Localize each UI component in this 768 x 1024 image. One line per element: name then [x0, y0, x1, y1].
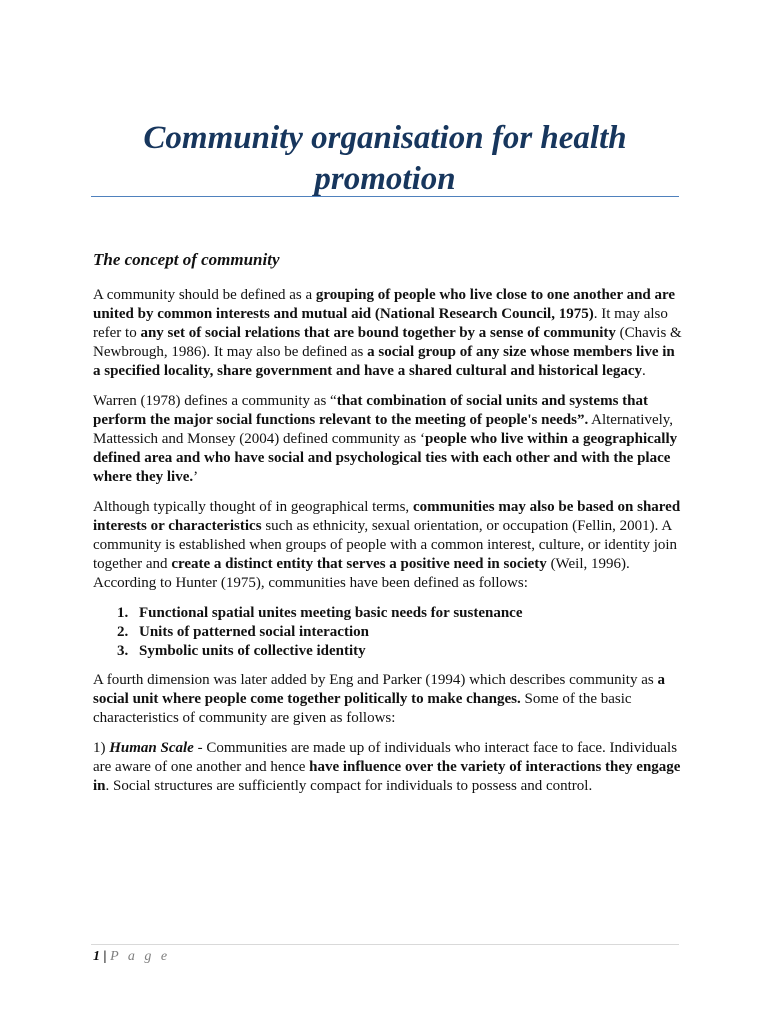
- footer-page-label: P a g e: [110, 949, 171, 964]
- document-body: [93, 249, 683, 807]
- emphasized-text: create a distinct entity that serves a positive need in society: [171, 556, 547, 572]
- paragraph-text: (Chavis & Newbrough, 1986). It may also be defined as: [93, 325, 682, 360]
- body-paragraph: [93, 392, 683, 487]
- paragraphs-before-list: [93, 286, 683, 593]
- paragraph-text: Warren (1978) defines a community as “: [93, 393, 337, 409]
- emphasized-text: grouping of people who live close to one another and are united by common interests and mutual aid (National Research Council, 1975): [93, 287, 676, 322]
- footer-separator: |: [100, 949, 111, 964]
- paragraph-text: such as ethnicity, sexual orientation, or occupation (Fellin, 2001). A community is established when groups of people with a common interest, culture, or identity join together and: [93, 518, 678, 572]
- paragraph-text: . Social structures are sufficiently compact for individuals to possess and control.: [105, 778, 593, 794]
- paragraph-text: Some of the basic characteristics of community are given as follows:: [93, 691, 632, 726]
- paragraph-text: .: [642, 363, 646, 379]
- paragraph-text: (Weil, 1996). According to Hunter (1975), communities have been defined as follows:: [93, 556, 630, 591]
- emphasized-text: that combination of social units and systems that perform the major social functions relevant to the meeting of people's needs”.: [93, 393, 648, 428]
- emphasized-text: Human Scale: [109, 740, 194, 756]
- paragraph-text: A fourth dimension was later added by Eng and Parker (1994) which describes community as: [93, 672, 658, 688]
- paragraph-text: . It may also refer to: [93, 306, 668, 341]
- paragraph-text: ’: [193, 469, 199, 485]
- paragraph-text: A community should be defined as a: [93, 287, 316, 303]
- body-paragraph: [93, 671, 683, 728]
- paragraphs-after-list: [93, 671, 683, 796]
- footer-page-number: 1: [93, 949, 100, 964]
- emphasized-text: communities may also be based on shared interests or characteristics: [93, 499, 681, 534]
- list-item-text: Units of patterned social interaction: [139, 624, 369, 640]
- body-paragraph: [93, 498, 683, 593]
- paragraph-text: 1): [93, 740, 110, 756]
- body-paragraph: [93, 739, 683, 796]
- emphasized-text: any set of social relations that are bound together by a sense of community: [140, 325, 616, 341]
- list-item-text: Functional spatial unites meeting basic needs for sustenance: [139, 605, 523, 621]
- list-item-number: 2.: [117, 624, 129, 640]
- body-paragraph: [93, 286, 683, 381]
- list-item: [117, 604, 683, 623]
- emphasized-text: have influence over the variety of interactions they engage in: [93, 759, 681, 794]
- hunter-definitions-list: [93, 604, 683, 661]
- list-item-number: 1.: [117, 605, 129, 621]
- section-heading: The concept of community: [93, 250, 280, 269]
- list-item-text: Symbolic units of collective identity: [139, 643, 366, 659]
- page-footer: [93, 948, 170, 966]
- paragraph-text: Alternatively, Mattessich and Monsey (2004) defined community as ‘: [93, 412, 674, 447]
- list-item-number: 3.: [117, 643, 129, 659]
- title-divider: [91, 196, 679, 197]
- list-item: [117, 623, 683, 642]
- list-item: [117, 642, 683, 661]
- emphasized-text: a social group of any size whose members live in a specified locality, share government and have a shared cultural and historical legacy: [93, 344, 675, 379]
- paragraph-text: Although typically thought of in geographical terms,: [93, 499, 413, 515]
- paragraph-text: - Communities are made up of individuals who interact face to face. Individuals are aware of one another and hence: [93, 740, 678, 775]
- emphasized-text: people who live within a geographically defined area and who have social and psychological ties with each other and with the place where they live.: [93, 431, 678, 485]
- page-title: Community organisation for health promotion: [143, 120, 627, 197]
- footer-divider: [91, 944, 679, 945]
- emphasized-text: a social unit where people come together politically to make changes.: [93, 672, 665, 707]
